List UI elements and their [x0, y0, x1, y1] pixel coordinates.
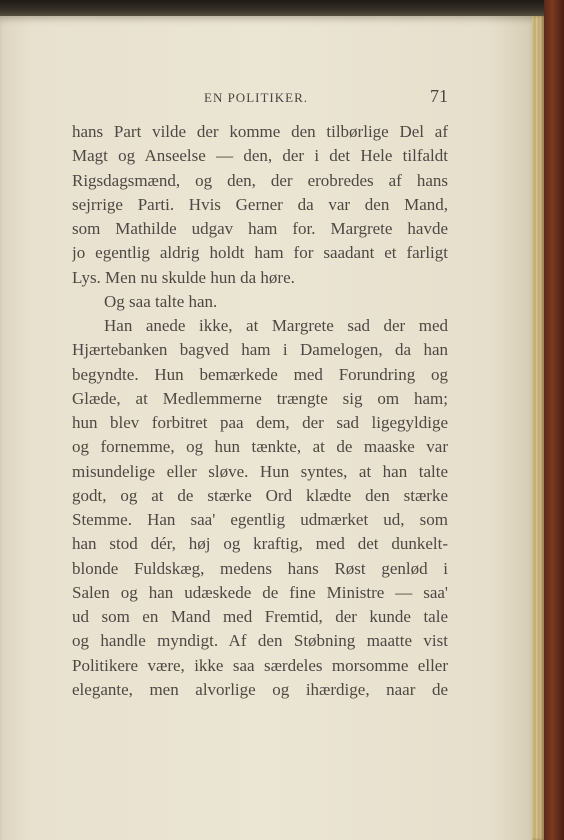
text-line: Rigsdagsmænd, og den, der erobredes af hans [72, 170, 448, 190]
body-text [72, 120, 448, 702]
text-line: elegante, men alvorlige og ihærdige, naar de [72, 679, 448, 699]
text-line: Hjærtebanken bagved ham i Damelogen, da han [72, 340, 448, 360]
page-number: 71 [430, 86, 448, 106]
text-line: begyndte. Hun bemærkede med Forundring og [72, 364, 448, 384]
text-line: han stod dér, høj og kraftig, med det dunkelt- [72, 534, 448, 554]
text-line: Han anede ikke, at Margrete sad der med [104, 316, 448, 335]
text-line: hun blev forbitret paa dem, der sad ligegyldige [72, 413, 448, 432]
text-line: Glæde, at Medlemmerne trængte sig om ham; [72, 388, 448, 408]
text-line: Og saa talte han. [104, 291, 218, 311]
text-line: misundelige eller sløve. Hun syntes, at han talte [72, 461, 448, 481]
text-line: Stemme. Han saa' egentlig udmærket ud, som [72, 510, 448, 529]
text-line: Magt og Anseelse — den, der i det Hele tilfaldt [72, 146, 448, 166]
running-head [72, 86, 448, 110]
text-line: jo egentlig aldrig holdt ham for saadant et farligt [72, 243, 448, 263]
text-line: godt, og at de stærke Ord klædte den stærke [72, 485, 448, 505]
text-line: Politikere være, ikke saa særdeles morsomme eller [72, 655, 448, 675]
book-cover-edge [544, 0, 564, 840]
text-line: blonde Fuldskæg, medens hans Røst genlød i [72, 558, 448, 578]
text-line: og fornemme, og hun tænkte, at de maaske var [72, 437, 448, 457]
text-line: som Mathilde udgav ham for. Margrete havde [72, 219, 448, 238]
text-line: ud som en Mand med Fremtid, der kunde tale [72, 607, 448, 626]
running-title: EN POLITIKER. [204, 90, 308, 105]
page-stack-edge [532, 16, 544, 840]
text-line: Lys. Men nu skulde hun da høre. [72, 267, 295, 287]
text-line: sejrrige Parti. Hvis Gerner da var den Mand, [72, 194, 448, 214]
text-line: Salen og han udæskede de fine Ministre — saa' [72, 582, 448, 602]
text-line: hans Part vilde der komme den tilbørlige Del af [72, 122, 448, 141]
text-line: og handle myndigt. Af den Støbning maatte vist [72, 631, 448, 651]
